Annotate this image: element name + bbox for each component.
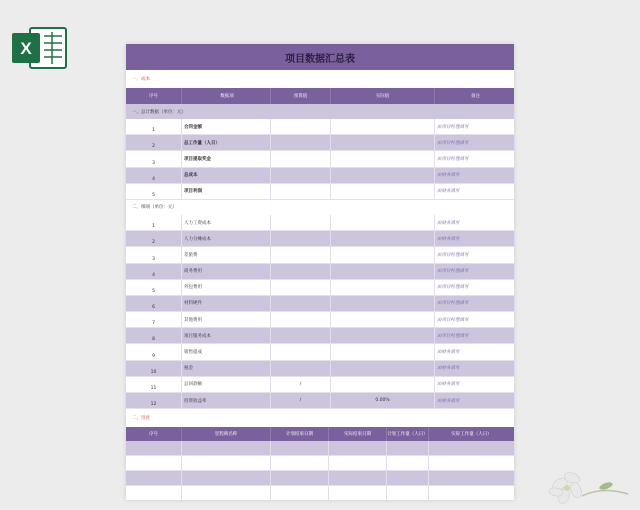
row-note[interactable]: 由项目经理填写 xyxy=(437,301,469,307)
row-name[interactable]: 销售提成 xyxy=(182,344,271,359)
cost-table-header xyxy=(126,88,514,104)
row-actual[interactable] xyxy=(331,119,435,134)
progress-cell[interactable] xyxy=(182,441,271,455)
row-budget[interactable] xyxy=(271,280,331,295)
progress-header-actual-effort[interactable]: 实际工作量（人日） xyxy=(451,432,492,438)
row-note[interactable]: 由财务填写 xyxy=(437,220,460,226)
row-actual[interactable] xyxy=(331,231,435,246)
row-budget[interactable] xyxy=(271,247,331,262)
progress-cell[interactable] xyxy=(429,441,514,455)
table-row xyxy=(126,247,514,263)
category-detail: 二、细项（单位：元） xyxy=(126,200,514,215)
table-row xyxy=(126,231,514,247)
table-row xyxy=(126,312,514,328)
row-actual[interactable] xyxy=(331,361,435,376)
progress-cell[interactable] xyxy=(387,471,429,485)
row-seq[interactable]: 2 xyxy=(126,231,182,246)
row-name[interactable]: 外包费用 xyxy=(182,280,271,295)
row-name[interactable]: 投资收益率 xyxy=(182,393,271,408)
row-note[interactable]: 由财务填写 xyxy=(437,398,460,404)
sheet-title: 项目数据汇总表 xyxy=(126,44,514,70)
row-note[interactable]: 由项目经理填写 xyxy=(437,252,469,258)
row-budget[interactable] xyxy=(271,264,331,279)
progress-cell[interactable] xyxy=(271,471,329,485)
progress-cell[interactable] xyxy=(126,441,182,455)
table-row xyxy=(126,377,514,393)
row-seq[interactable]: 3 xyxy=(126,247,182,262)
row-actual[interactable] xyxy=(331,247,435,262)
row-budget[interactable] xyxy=(271,231,331,246)
table-row xyxy=(126,280,514,296)
row-seq[interactable]: 11 xyxy=(126,377,182,392)
progress-row xyxy=(126,456,514,471)
row-budget[interactable] xyxy=(271,135,331,150)
row-seq[interactable]: 7 xyxy=(126,312,182,327)
row-budget[interactable]: / xyxy=(271,377,331,392)
row-name[interactable]: 税金 xyxy=(182,361,271,376)
row-actual[interactable] xyxy=(331,296,435,311)
row-name[interactable]: 项目利润 xyxy=(182,184,271,199)
row-actual[interactable]: 0.00% xyxy=(331,393,435,408)
table-row xyxy=(126,135,514,151)
row-actual[interactable] xyxy=(331,168,435,183)
progress-header-planned-effort[interactable]: 计划工作量（人日） xyxy=(387,427,429,441)
row-note[interactable]: 由项目经理填写 xyxy=(437,156,469,162)
spreadsheet-sheet xyxy=(126,44,514,500)
table-row xyxy=(126,361,514,377)
row-seq[interactable]: 5 xyxy=(126,280,182,295)
row-seq[interactable]: 5 xyxy=(126,184,182,199)
table-row xyxy=(126,296,514,312)
row-name[interactable]: 总回款额 xyxy=(182,377,271,392)
progress-cell[interactable] xyxy=(387,456,429,470)
row-budget[interactable] xyxy=(271,119,331,134)
cost-section-label: 一、成本 xyxy=(126,70,514,88)
progress-cell[interactable] xyxy=(126,486,182,500)
progress-cell[interactable] xyxy=(271,441,329,455)
row-seq[interactable]: 4 xyxy=(126,264,182,279)
header-note[interactable]: 备注 xyxy=(471,94,480,99)
svg-text:X: X xyxy=(20,39,32,58)
progress-cell[interactable] xyxy=(271,456,329,470)
row-actual[interactable] xyxy=(331,328,435,343)
row-budget[interactable] xyxy=(271,361,331,376)
table-row xyxy=(126,393,514,409)
row-note[interactable]: 由财务填写 xyxy=(437,350,460,356)
row-name[interactable]: 总成本 xyxy=(182,168,271,183)
row-budget[interactable]: / xyxy=(271,393,331,408)
row-name[interactable]: 商务费用 xyxy=(182,264,271,279)
row-note[interactable]: 由项目经理填写 xyxy=(437,124,469,130)
row-actual[interactable] xyxy=(331,264,435,279)
progress-cell[interactable] xyxy=(329,486,387,500)
row-name[interactable]: 人力工资成本 xyxy=(182,215,271,230)
progress-cell[interactable] xyxy=(429,456,514,470)
row-seq[interactable]: 1 xyxy=(126,119,182,134)
progress-cell[interactable] xyxy=(387,486,429,500)
progress-cell[interactable] xyxy=(126,456,182,470)
row-name[interactable]: 项目服务成本 xyxy=(182,328,271,343)
detail-rows xyxy=(126,215,514,409)
progress-cell[interactable] xyxy=(271,486,329,500)
progress-cell[interactable] xyxy=(329,441,387,455)
table-row xyxy=(126,344,514,360)
row-actual[interactable] xyxy=(331,344,435,359)
row-note[interactable]: 由项目经理填写 xyxy=(437,269,469,275)
row-actual[interactable] xyxy=(331,280,435,295)
table-row xyxy=(126,119,514,135)
progress-header-seq[interactable]: 序号 xyxy=(126,427,182,441)
row-name[interactable]: 其他费用 xyxy=(182,312,271,327)
table-row xyxy=(126,184,514,200)
row-seq[interactable]: 4 xyxy=(126,168,182,183)
progress-cell[interactable] xyxy=(429,486,514,500)
table-row xyxy=(126,168,514,184)
header-budget[interactable]: 预算值 xyxy=(271,88,331,104)
progress-row xyxy=(126,471,514,486)
category-total: 一、总计数据（单位：元） xyxy=(126,104,514,119)
flower-decoration xyxy=(522,456,632,506)
row-seq[interactable]: 1 xyxy=(126,215,182,230)
progress-cell[interactable] xyxy=(429,471,514,485)
row-actual[interactable] xyxy=(331,151,435,166)
table-row xyxy=(126,328,514,344)
table-row xyxy=(126,264,514,280)
progress-header-actual-end[interactable]: 实际结束日期 xyxy=(329,427,387,441)
progress-cell[interactable] xyxy=(182,471,271,485)
row-seq[interactable]: 3 xyxy=(126,151,182,166)
header-name[interactable]: 数据项 xyxy=(182,88,271,104)
progress-cell[interactable] xyxy=(329,471,387,485)
row-name[interactable]: 合同金额 xyxy=(182,119,271,134)
progress-header-content[interactable]: 里程碑名称 xyxy=(182,427,271,441)
row-budget[interactable] xyxy=(271,296,331,311)
table-row xyxy=(126,151,514,167)
progress-table-header xyxy=(126,427,514,441)
progress-row xyxy=(126,486,514,500)
header-actual[interactable]: 实际值 xyxy=(331,88,435,104)
row-note[interactable]: 由财务填写 xyxy=(437,382,460,388)
row-budget[interactable] xyxy=(271,328,331,343)
row-note[interactable]: 由财务填写 xyxy=(437,173,460,179)
row-budget[interactable] xyxy=(271,151,331,166)
progress-header-planned-end[interactable]: 计划结束日期 xyxy=(271,427,329,441)
row-note[interactable]: 由财务填写 xyxy=(437,366,460,372)
row-actual[interactable] xyxy=(331,377,435,392)
row-actual[interactable] xyxy=(331,135,435,150)
row-name[interactable]: 人力分摊成本 xyxy=(182,231,271,246)
total-rows xyxy=(126,119,514,200)
table-row xyxy=(126,215,514,231)
row-actual[interactable] xyxy=(331,184,435,199)
row-note[interactable]: 由项目经理填写 xyxy=(437,285,469,291)
row-seq[interactable]: 12 xyxy=(126,393,182,408)
row-name[interactable]: 总工作量（人日） xyxy=(182,135,271,150)
progress-row xyxy=(126,441,514,456)
progress-cell[interactable] xyxy=(387,441,429,455)
row-budget[interactable] xyxy=(271,184,331,199)
row-seq[interactable]: 8 xyxy=(126,328,182,343)
row-note[interactable]: 由项目经理填写 xyxy=(437,317,469,323)
row-seq[interactable]: 10 xyxy=(126,361,182,376)
progress-cell[interactable] xyxy=(329,456,387,470)
row-name[interactable]: 差旅费 xyxy=(182,247,271,262)
row-note[interactable]: 由财务填写 xyxy=(437,189,460,195)
row-note[interactable]: 由项目经理填写 xyxy=(437,333,469,339)
progress-cell[interactable] xyxy=(182,456,271,470)
row-seq[interactable]: 6 xyxy=(126,296,182,311)
row-actual[interactable] xyxy=(331,215,435,230)
row-budget[interactable] xyxy=(271,215,331,230)
progress-cell[interactable] xyxy=(182,486,271,500)
row-budget[interactable] xyxy=(271,312,331,327)
row-note[interactable]: 由项目经理填写 xyxy=(437,140,469,146)
row-budget[interactable] xyxy=(271,168,331,183)
progress-section-label: 二、进度 xyxy=(126,409,514,427)
row-actual[interactable] xyxy=(331,312,435,327)
progress-rows xyxy=(126,441,514,500)
excel-icon xyxy=(8,26,70,70)
row-note[interactable]: 由财务填写 xyxy=(437,236,460,242)
row-seq[interactable]: 9 xyxy=(126,344,182,359)
row-budget[interactable] xyxy=(271,344,331,359)
row-name[interactable]: 材料硬件 xyxy=(182,296,271,311)
header-seq[interactable]: 序号 xyxy=(126,88,182,104)
row-seq[interactable]: 2 xyxy=(126,135,182,150)
row-name[interactable]: 项目提取奖金 xyxy=(182,151,271,166)
progress-cell[interactable] xyxy=(126,471,182,485)
